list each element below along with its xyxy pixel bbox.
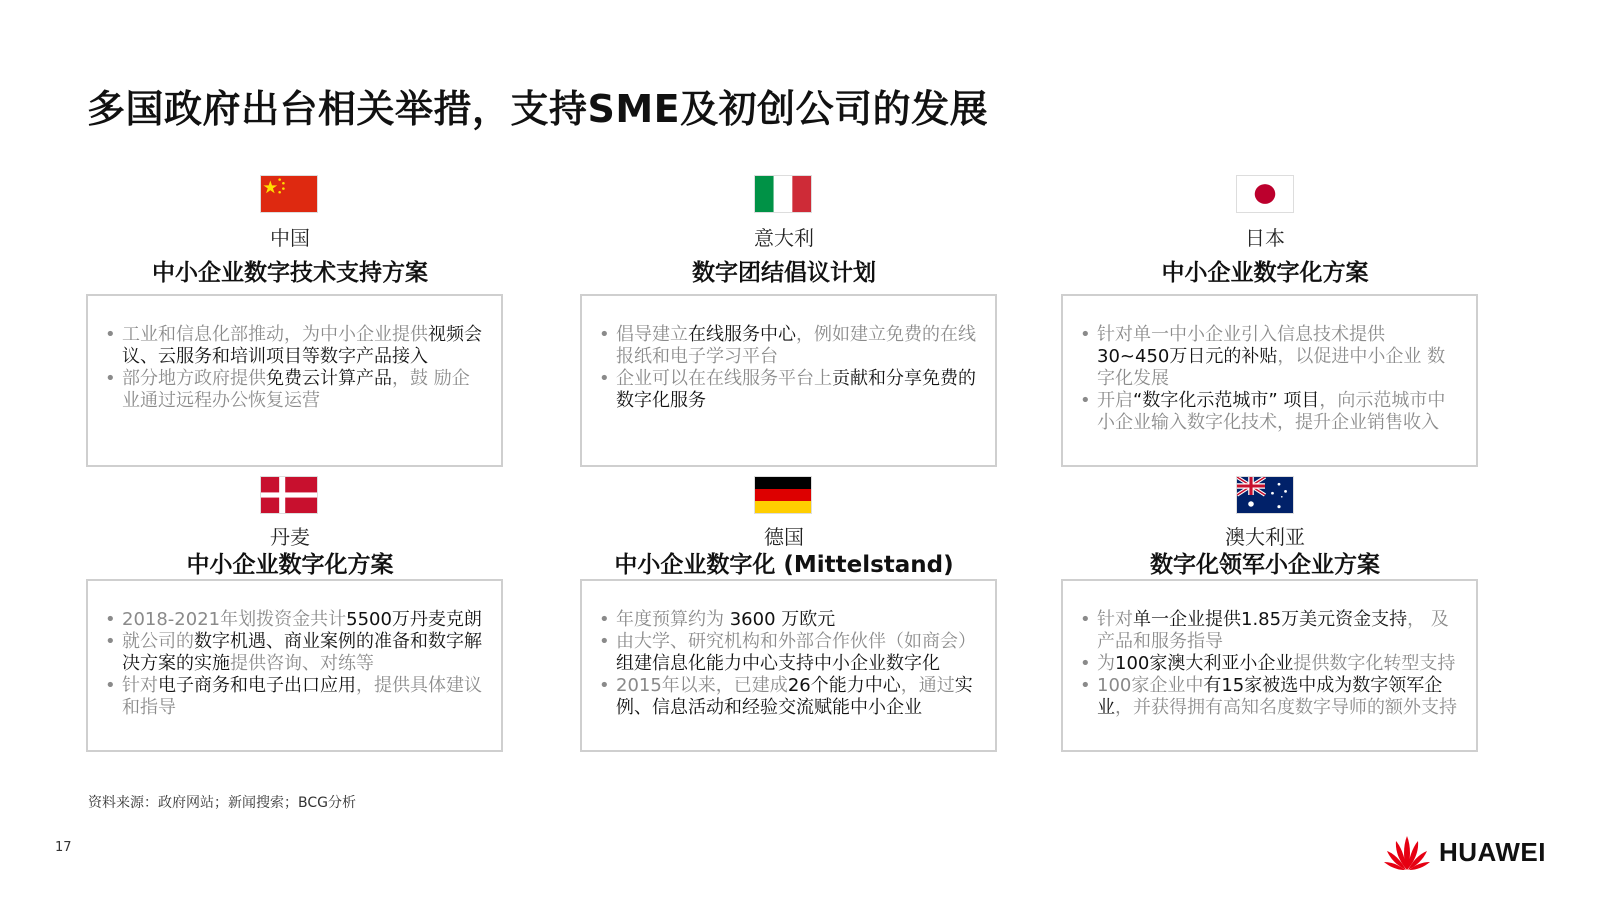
plan-title-italy: 数字团结倡议计划	[692, 260, 876, 286]
measure-text: 提供咨询、对练等	[230, 653, 374, 674]
measures-list	[596, 324, 981, 412]
measure-text-highlight: 26个能力中心	[787, 675, 901, 696]
measure-text: ，向示范城市中小企业输入数字化技术，提升企业销售收入	[1097, 390, 1446, 433]
measure-item	[102, 631, 487, 675]
measure-item	[1077, 390, 1462, 434]
measures-box-china	[86, 294, 503, 467]
measures-box-germany	[580, 579, 997, 752]
measures-list	[1077, 324, 1462, 434]
measure-text: ，通过	[900, 675, 955, 696]
measure-item	[1077, 675, 1462, 719]
measure-text: 针对单一中小企业引入信息技术提供	[1097, 324, 1385, 345]
plan-title-japan: 中小企业数字化方案	[1161, 260, 1369, 286]
measure-text-highlight: 单一企业提供1.85万美元资金支持	[1133, 609, 1408, 630]
measures-list	[102, 609, 487, 719]
country-name-germany: 德国	[764, 525, 804, 549]
plan-title-australia: 数字化领军小企业方案	[1150, 552, 1380, 578]
measures-box-japan	[1061, 294, 1478, 467]
country-name-denmark: 丹麦	[270, 525, 310, 549]
measure-text-highlight: 有15家被选中成为数字领军企业	[1097, 675, 1443, 718]
measure-text-highlight: 3600 万欧元	[729, 609, 836, 630]
measure-text: 2018-2021年划拨资金共计	[122, 609, 347, 630]
measure-item	[596, 368, 981, 412]
australia-flag-icon	[1236, 476, 1294, 514]
measure-text: 企业可以在在线服务平台上	[616, 368, 832, 389]
measure-text: ，鼓 励企业通过远程办公恢复运营	[122, 368, 470, 411]
huawei-logo	[1383, 832, 1546, 872]
measure-item	[596, 675, 981, 719]
denmark-flag-icon	[260, 476, 318, 514]
measures-list	[102, 324, 487, 412]
measure-text: 开启	[1097, 390, 1133, 411]
measure-item	[102, 368, 487, 412]
measure-item	[1077, 609, 1462, 653]
huawei-petal-logo-icon	[1383, 832, 1431, 872]
measures-list	[596, 609, 981, 719]
italy-flag-icon	[754, 175, 812, 213]
measure-item	[1077, 653, 1462, 675]
measure-text-highlight: 100家澳大利亚小企业	[1115, 653, 1294, 674]
measure-text-highlight: 30~450万日元的补贴	[1097, 346, 1278, 367]
measure-text: ，以促进中小企业 数字化发展	[1097, 346, 1446, 389]
china-flag-icon	[260, 175, 318, 213]
measure-text: ，并获得拥有高知名度数字导师的额外支持	[1115, 697, 1457, 718]
page-number: 17	[55, 840, 72, 855]
country-name-italy: 意大利	[754, 226, 814, 250]
measure-text: 工业和信息化部推动，为中小企业提供	[122, 324, 428, 345]
measure-item	[596, 609, 981, 631]
measure-text-highlight: “数字化示范城市” 项目	[1133, 390, 1320, 411]
measures-list	[1077, 609, 1462, 719]
measure-item	[102, 609, 487, 631]
plan-title-denmark: 中小企业数字化方案	[186, 552, 394, 578]
japan-flag-icon	[1236, 175, 1294, 213]
measure-text: 年度预算约为	[616, 609, 730, 630]
measure-text: 针对	[1097, 609, 1133, 630]
measure-text: ，提供具体建议和指导	[122, 675, 482, 718]
measure-text: 就公司的	[122, 631, 194, 652]
measure-text-highlight: 数字机遇、商业案例的准备和数字解决方案的实施	[122, 631, 482, 674]
measure-text-highlight: 视频会议、云服务和培训项目等数字产品接入	[122, 324, 482, 367]
germany-flag-icon	[754, 476, 812, 514]
measure-text-highlight: 免费云计算产品	[266, 368, 392, 389]
huawei-wordmark: HUAWEI	[1439, 836, 1546, 867]
measure-item	[596, 324, 981, 368]
measures-box-denmark	[86, 579, 503, 752]
measure-item	[102, 675, 487, 719]
page-title: 多国政府出台相关举措，支持SME及初创公司的发展	[87, 87, 989, 131]
measure-text-highlight: 电子商务和电子出口应用	[158, 675, 356, 696]
measure-text: 2015年以来，已建成	[616, 675, 788, 696]
measure-text-highlight: 实例、信息活动和经验交流赋能中小企业	[616, 675, 973, 718]
measure-text-highlight: 在线服务中心	[688, 324, 796, 345]
measure-text: 部分地方政府提供	[122, 368, 266, 389]
country-name-japan: 日本	[1245, 226, 1285, 250]
measures-box-australia	[1061, 579, 1478, 752]
measure-text: 提供数字化转型支持	[1293, 653, 1456, 674]
measure-text: 由大学、研究机构和外部合作伙伴（如商会）	[616, 631, 976, 652]
measure-item	[596, 631, 981, 675]
measure-text-highlight: 组建信息化能力中心支持中小企业数字化	[616, 653, 940, 674]
measure-item	[1077, 324, 1462, 390]
measure-text: 100家企业中	[1097, 675, 1204, 696]
measure-item	[102, 324, 487, 368]
measure-text: 针对	[122, 675, 158, 696]
measure-text: 倡导建立	[616, 324, 688, 345]
measure-text: ，例如建立免费的在线报纸和电子学习平台	[616, 324, 976, 367]
measure-text-highlight: 5500万丹麦克朗	[346, 609, 482, 630]
measure-text: 为	[1097, 653, 1115, 674]
country-name-australia: 澳大利亚	[1225, 525, 1305, 549]
plan-title-china: 中小企业数字技术支持方案	[152, 260, 428, 286]
plan-title-germany: 中小企业数字化 (Mittelstand)	[614, 552, 954, 578]
measure-text-highlight: 贡献和分享免费的数字化服务	[616, 368, 976, 411]
country-name-china: 中国	[270, 226, 310, 250]
source-note: 资料来源：政府网站；新闻搜索；BCG分析	[88, 795, 356, 811]
measures-box-italy	[580, 294, 997, 467]
measure-text: ， 及产品和服务指导	[1097, 609, 1449, 652]
